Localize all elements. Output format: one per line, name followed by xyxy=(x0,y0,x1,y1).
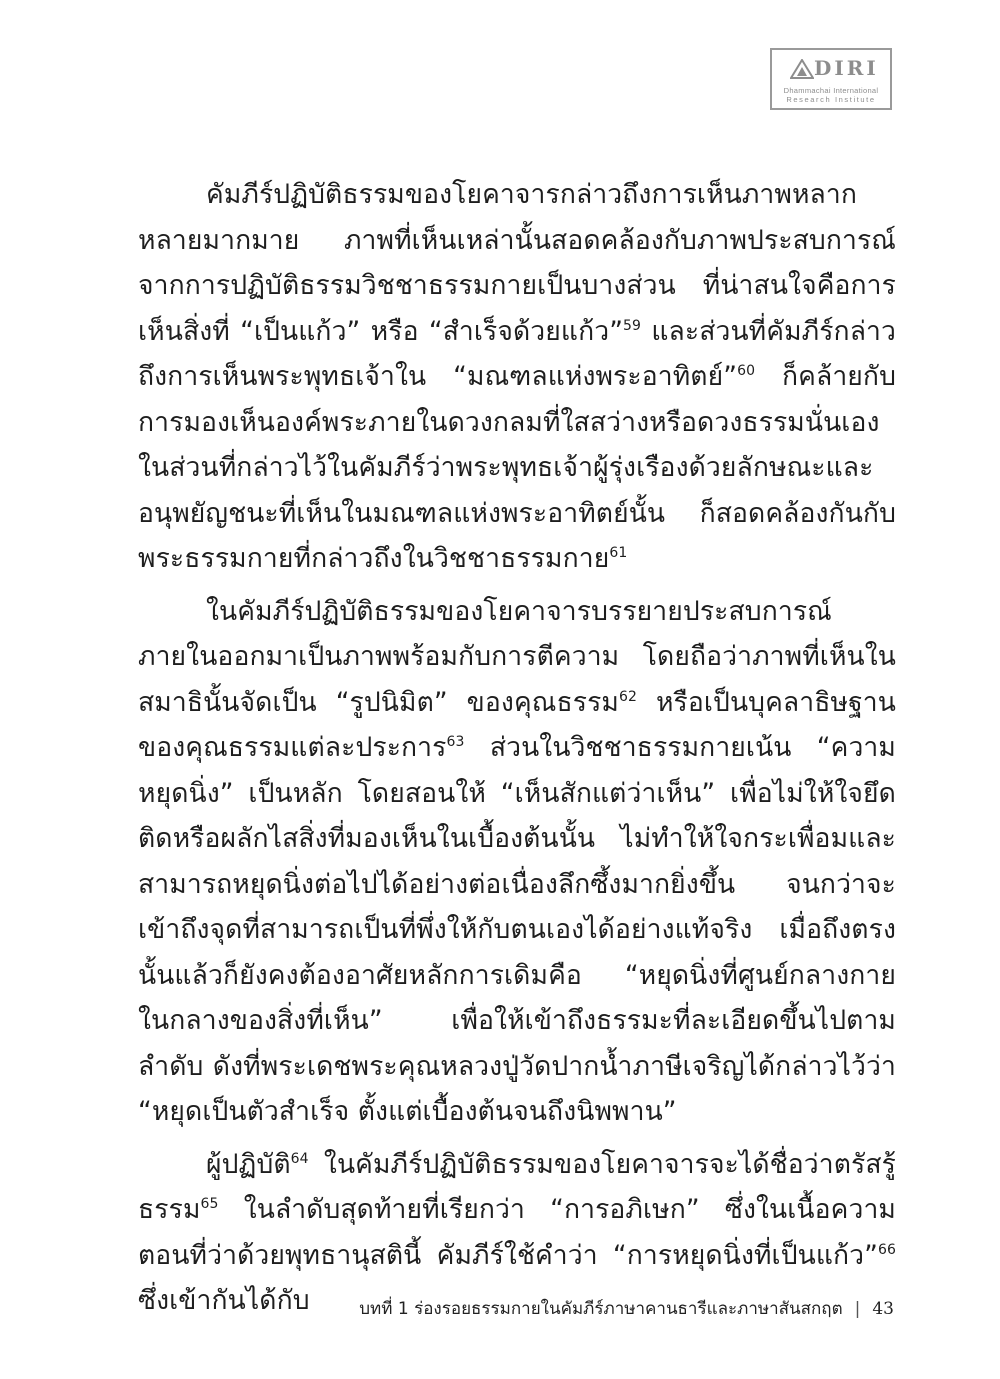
text-run: หรือเป็นบุคลาธิษฐานของคุณธรรมแต่ละประการ xyxy=(138,686,896,763)
diri-logo xyxy=(770,48,892,110)
footnote-ref: 60 xyxy=(737,363,756,380)
text-run: คัมภีร์ปฏิบัติธรรมของโยคาจารกล่าวถึงการเห็นภาพหลากหลายมากมาย ภาพที่เห็นเหล่านั้นสอดคล้องกับภาพประสบการณ์จากการปฏิบัติธรรมวิชชาธรรมกายเป็นบางส่วน ที่น่าสนใจคือการเห็นสิ่งที่ “เป็นแก้ว” หรือ “สำเร็จด้วยแก้ว” xyxy=(138,179,896,347)
text-run: และส่วนที่คัมภีร์กล่าวถึงการเห็นพระพุทธเจ้าใน “มณฑลแห่งพระอาทิตย์” xyxy=(138,315,896,392)
text-run: ซึ่งเข้ากันได้กับ xyxy=(138,1285,310,1316)
footnote-ref: 62 xyxy=(618,688,637,705)
body-text xyxy=(138,172,896,1324)
logo-line-2: Research Institute xyxy=(786,95,876,104)
footnote-ref: 63 xyxy=(446,734,465,751)
text-run: ในลำดับสุดท้ายที่เรียกว่า “การอภิเษก” ซึ่งในเนื้อความตอนที่ว่าด้วยพุทธานุสตินี้ คัมภีร์ใช้คำว่า “การหยุดนิ่งที่เป็นแก้ว” xyxy=(138,1194,896,1271)
text-run: ในคัมภีร์ปฏิบัติธรรมของโยคาจารจะได้ชื่อว่าตรัสรู้ธรรม xyxy=(138,1148,896,1225)
logo-wordmark: DIRI xyxy=(814,56,879,80)
page-footer xyxy=(359,1295,894,1322)
text-run: ก็คล้ายกับการมองเห็นองค์พระภายในดวงกลมที่ใสสว่างหรือดวงธรรมนั่นเอง ในส่วนที่กล่าวไว้ในคัมภีร์ว่าพระพุทธเจ้าผู้รุ่งเรืองด้วยลักษณะและอนุพยัญชนะที่เห็นในมณฑลแห่งพระอาทิตย์นั้น ก็สอดคล้องกันกับพระธรรมกายที่กล่าวถึงในวิชชาธรรมกาย xyxy=(138,361,896,574)
footnote-ref: 61 xyxy=(609,545,628,562)
footnote-ref: 64 xyxy=(290,1150,309,1167)
page-number: 43 xyxy=(872,1299,894,1319)
text-run: ในคัมภีร์ปฏิบัติธรรมของโยคาจารบรรยายประสบการณ์ภายในออกมาเป็นภาพพร้อมกับการตีความ โดยถือว่าภาพที่เห็นในสมาธินั้นจัดเป็น “รูปนิมิต” ของคุณธรรม xyxy=(138,595,896,718)
logo-line-1: Dhammachai International xyxy=(783,86,879,95)
footer-separator: | xyxy=(854,1299,861,1319)
text-run: ผู้ปฏิบัติ xyxy=(206,1148,291,1180)
paragraph xyxy=(138,172,896,582)
triangle-logo-icon xyxy=(790,59,814,79)
footnote-ref: 59 xyxy=(623,317,642,334)
footnote-ref: 65 xyxy=(200,1196,219,1213)
chapter-title: บทที่ 1 ร่องรอยธรรมกายในคัมภีร์ภาษาคานธารีและภาษาสันสกฤต xyxy=(359,1299,843,1319)
footnote-ref: 66 xyxy=(877,1241,896,1258)
text-run: ส่วนในวิชชาธรรมกายเน้น “ความหยุดนิ่ง” เป็นหลัก โดยสอนให้ “เห็นสักแต่ว่าเห็น” เพื่อไม่ให้ใจยึดติดหรือผลักไสสิ่งที่มองเห็นในเบื้องต้นนั้น ไม่ทำให้ใจกระเพื่อมและสามารถหยุดนิ่งต่อไปได้อย่างต่อเนื่องลึกซึ้งมากยิ่งขึ้น จนกว่าจะเข้าถึงจุดที่สามารถเป็นที่พึ่งให้กับตนเองได้อย่างแท้จริง เมื่อถึงตรงนั้นแล้วก็ยังคงต้องอาศัยหลักการเดิมคือ “หยุดนิ่งที่ศูนย์กลางกาย ในกลางของสิ่งที่เห็น” เพื่อให้เข้าถึงธรรมะที่ละเอียดขึ้นไปตามลำดับ ดังที่พระเดชพระคุณหลวงปู่วัดปากน้ำภาษีเจริญได้กล่าวไว้ว่า “หยุดเป็นตัวสำเร็จ ตั้งแต่เบื้องต้นจนถึงนิพพาน” xyxy=(138,732,896,1127)
paragraph xyxy=(138,589,896,1135)
